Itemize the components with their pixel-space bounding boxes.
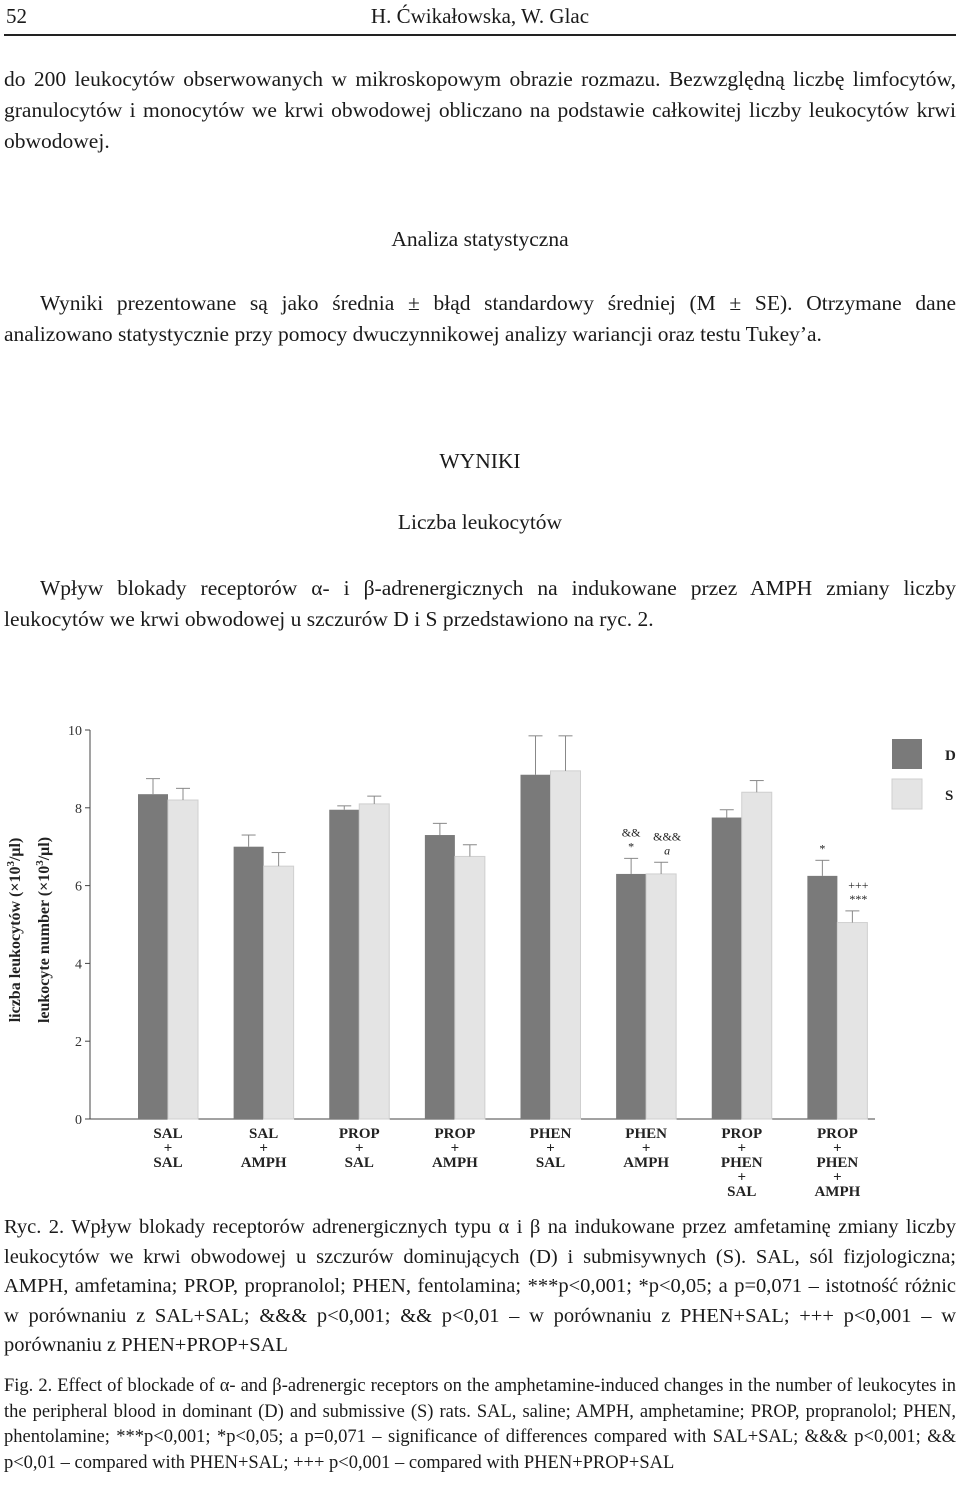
significance-mark: a [664,843,671,858]
significance-mark: *** [849,891,868,906]
significance-mark: +++ [848,877,869,892]
legend [892,739,956,809]
bar-S [837,923,867,1119]
x-category-label: + [450,1140,460,1157]
y-axis-labels [5,837,53,1023]
figure-caption-en: Fig. 2. Effect of blockade of α- and β-adrenergic receptors on the amphetamine-induced changes in the number of leukocytes in the peripheral blood in dominant (D) and submissive (S) rats. SAL, saline; AMPH, amphetamine; PROP, propranolol; PHEN, phentolamine; ***p<0,001; *p<0,05; a p=0,071 – significance of differences compared with SAL+SAL; &&& p<0,001; && p<0,01 – compared with PHEN+SAL; +++ p<0,001 – compared with PHEN+PROP+SAL [4,1376,956,1473]
leukocyte-bar-chart [0,705,960,1205]
bar-D [138,794,168,1119]
y-tick-label: 4 [75,957,82,973]
x-category-label: SAL [153,1126,183,1142]
x-category-label: SAL [153,1155,183,1171]
x-category-label: + [546,1140,555,1157]
bar-S [455,856,485,1119]
x-category-label: SAL [344,1155,374,1171]
results-subheading: Liczba leukocytów [397,510,563,534]
x-category-label: + [737,1140,747,1157]
figure-caption-pl: Ryc. 2. Wpływ blokady receptorów adrenergicznych typu α i β na indukowane przez amfetaminę zmiany liczby leukocytów we krwi obwodowej u szczurów dominujących (D) i submisywnych (S). SAL, sól fizjologiczna; AMPH, amfetamina; PROP, propranolol; PHEN, fentolamina; ***p<0,001; *p<0,05; a p=0,071 – istotność różnic w porównaniu z SAL+SAL; &&& p<0,001; && p<0,01 – w porównaniu z PHEN+SAL; +++ p<0,001 – w porównaniu z PHEN+PROP+SAL [4,1216,956,1356]
bar-S [168,800,198,1119]
results-paragraph: Wpływ blokady receptorów α- i β-adrenergicznych na indukowane przez AMPH zmiany liczby leukocytów we krwi obwodowej u szczurów D i S przedstawiono na ryc. 2. [4,576,956,631]
bar-D [712,818,742,1119]
bar-S [551,771,581,1119]
x-axis-categories [153,1126,860,1200]
x-category-label: AMPH [240,1155,287,1171]
x-category-label: PROP [434,1126,476,1142]
x-category-label: PROP [721,1126,763,1142]
bar-D [616,874,646,1119]
x-category-label: AMPH [431,1155,478,1171]
x-category-label: + [737,1169,747,1186]
x-category-label: AMPH [814,1184,861,1200]
intro-paragraph: do 200 leukocytów obserwowanych w mikroskopowym obrazie rozmazu. Bezwzględną liczbę limfocytów, granulocytów i monocytów we krwi obwodowej obliczano na podstawie całkowitej liczby leukocytów krwi obwodowej. [4,67,956,153]
y-axis-label: leukocyte number $(\times 10^3/\mu l)$ [34,836,53,1024]
significance-mark: &&& [653,829,682,844]
bars [138,736,867,1119]
page-number: 52 [6,4,27,28]
x-category-label: + [163,1140,173,1157]
bar-D [521,775,551,1119]
running-header [4,0,956,36]
x-category-label: + [354,1140,364,1157]
x-category-label: SAL [727,1184,757,1200]
results-heading: WYNIKI [439,449,521,473]
y-axis-label: liczba leukocytów $(\times 10^3/\mu l)$ [5,837,24,1023]
x-category-label: + [833,1140,842,1157]
stats-paragraph: Wyniki prezentowane są jako średnia ± błąd standardowy średniej (M ± SE). Otrzymane dane analizowano statystycznie przy pomocy dwuczynnikowej analizy wariancji oraz testu Tukey’a. [4,291,956,346]
x-category-label: PROP [338,1126,380,1142]
bar-D [425,835,455,1119]
x-category-label: PROP [816,1126,858,1142]
x-category-label: + [259,1140,268,1157]
stats-heading: Analiza statystyczna [391,227,569,251]
legend-swatch-D [892,739,922,769]
x-category-label: + [641,1140,651,1157]
significance-mark: && [621,825,641,840]
significance-mark: * [628,839,635,854]
bar-S [742,792,772,1119]
x-category-label: PHEN [529,1126,572,1142]
bar-S [264,866,294,1119]
bar-D [807,876,837,1119]
x-category-label: SAL [535,1155,566,1171]
x-category-label: PHEN [720,1155,763,1171]
x-category-label: AMPH [623,1155,670,1171]
y-tick-label: 10 [68,724,82,739]
bar-S [646,874,676,1119]
x-category-label: PHEN [625,1126,667,1142]
legend-label-S: S [945,788,954,804]
y-tick-label: 2 [75,1035,82,1051]
y-tick-label: 0 [75,1113,82,1128]
bar-S [359,804,389,1119]
significance-mark: * [819,841,826,856]
y-tick-label: 8 [75,801,82,817]
x-category-label: SAL [249,1126,279,1142]
x-category-label: PHEN [816,1155,859,1171]
legend-swatch-S [892,779,922,809]
x-category-label: + [833,1169,842,1186]
y-tick-label: 6 [75,879,82,895]
bar-D [329,810,359,1119]
bar-D [234,847,264,1119]
legend-label-D: D [945,748,956,764]
running-head-authors: H. Ćwikałowska, W. Glac [370,4,590,28]
